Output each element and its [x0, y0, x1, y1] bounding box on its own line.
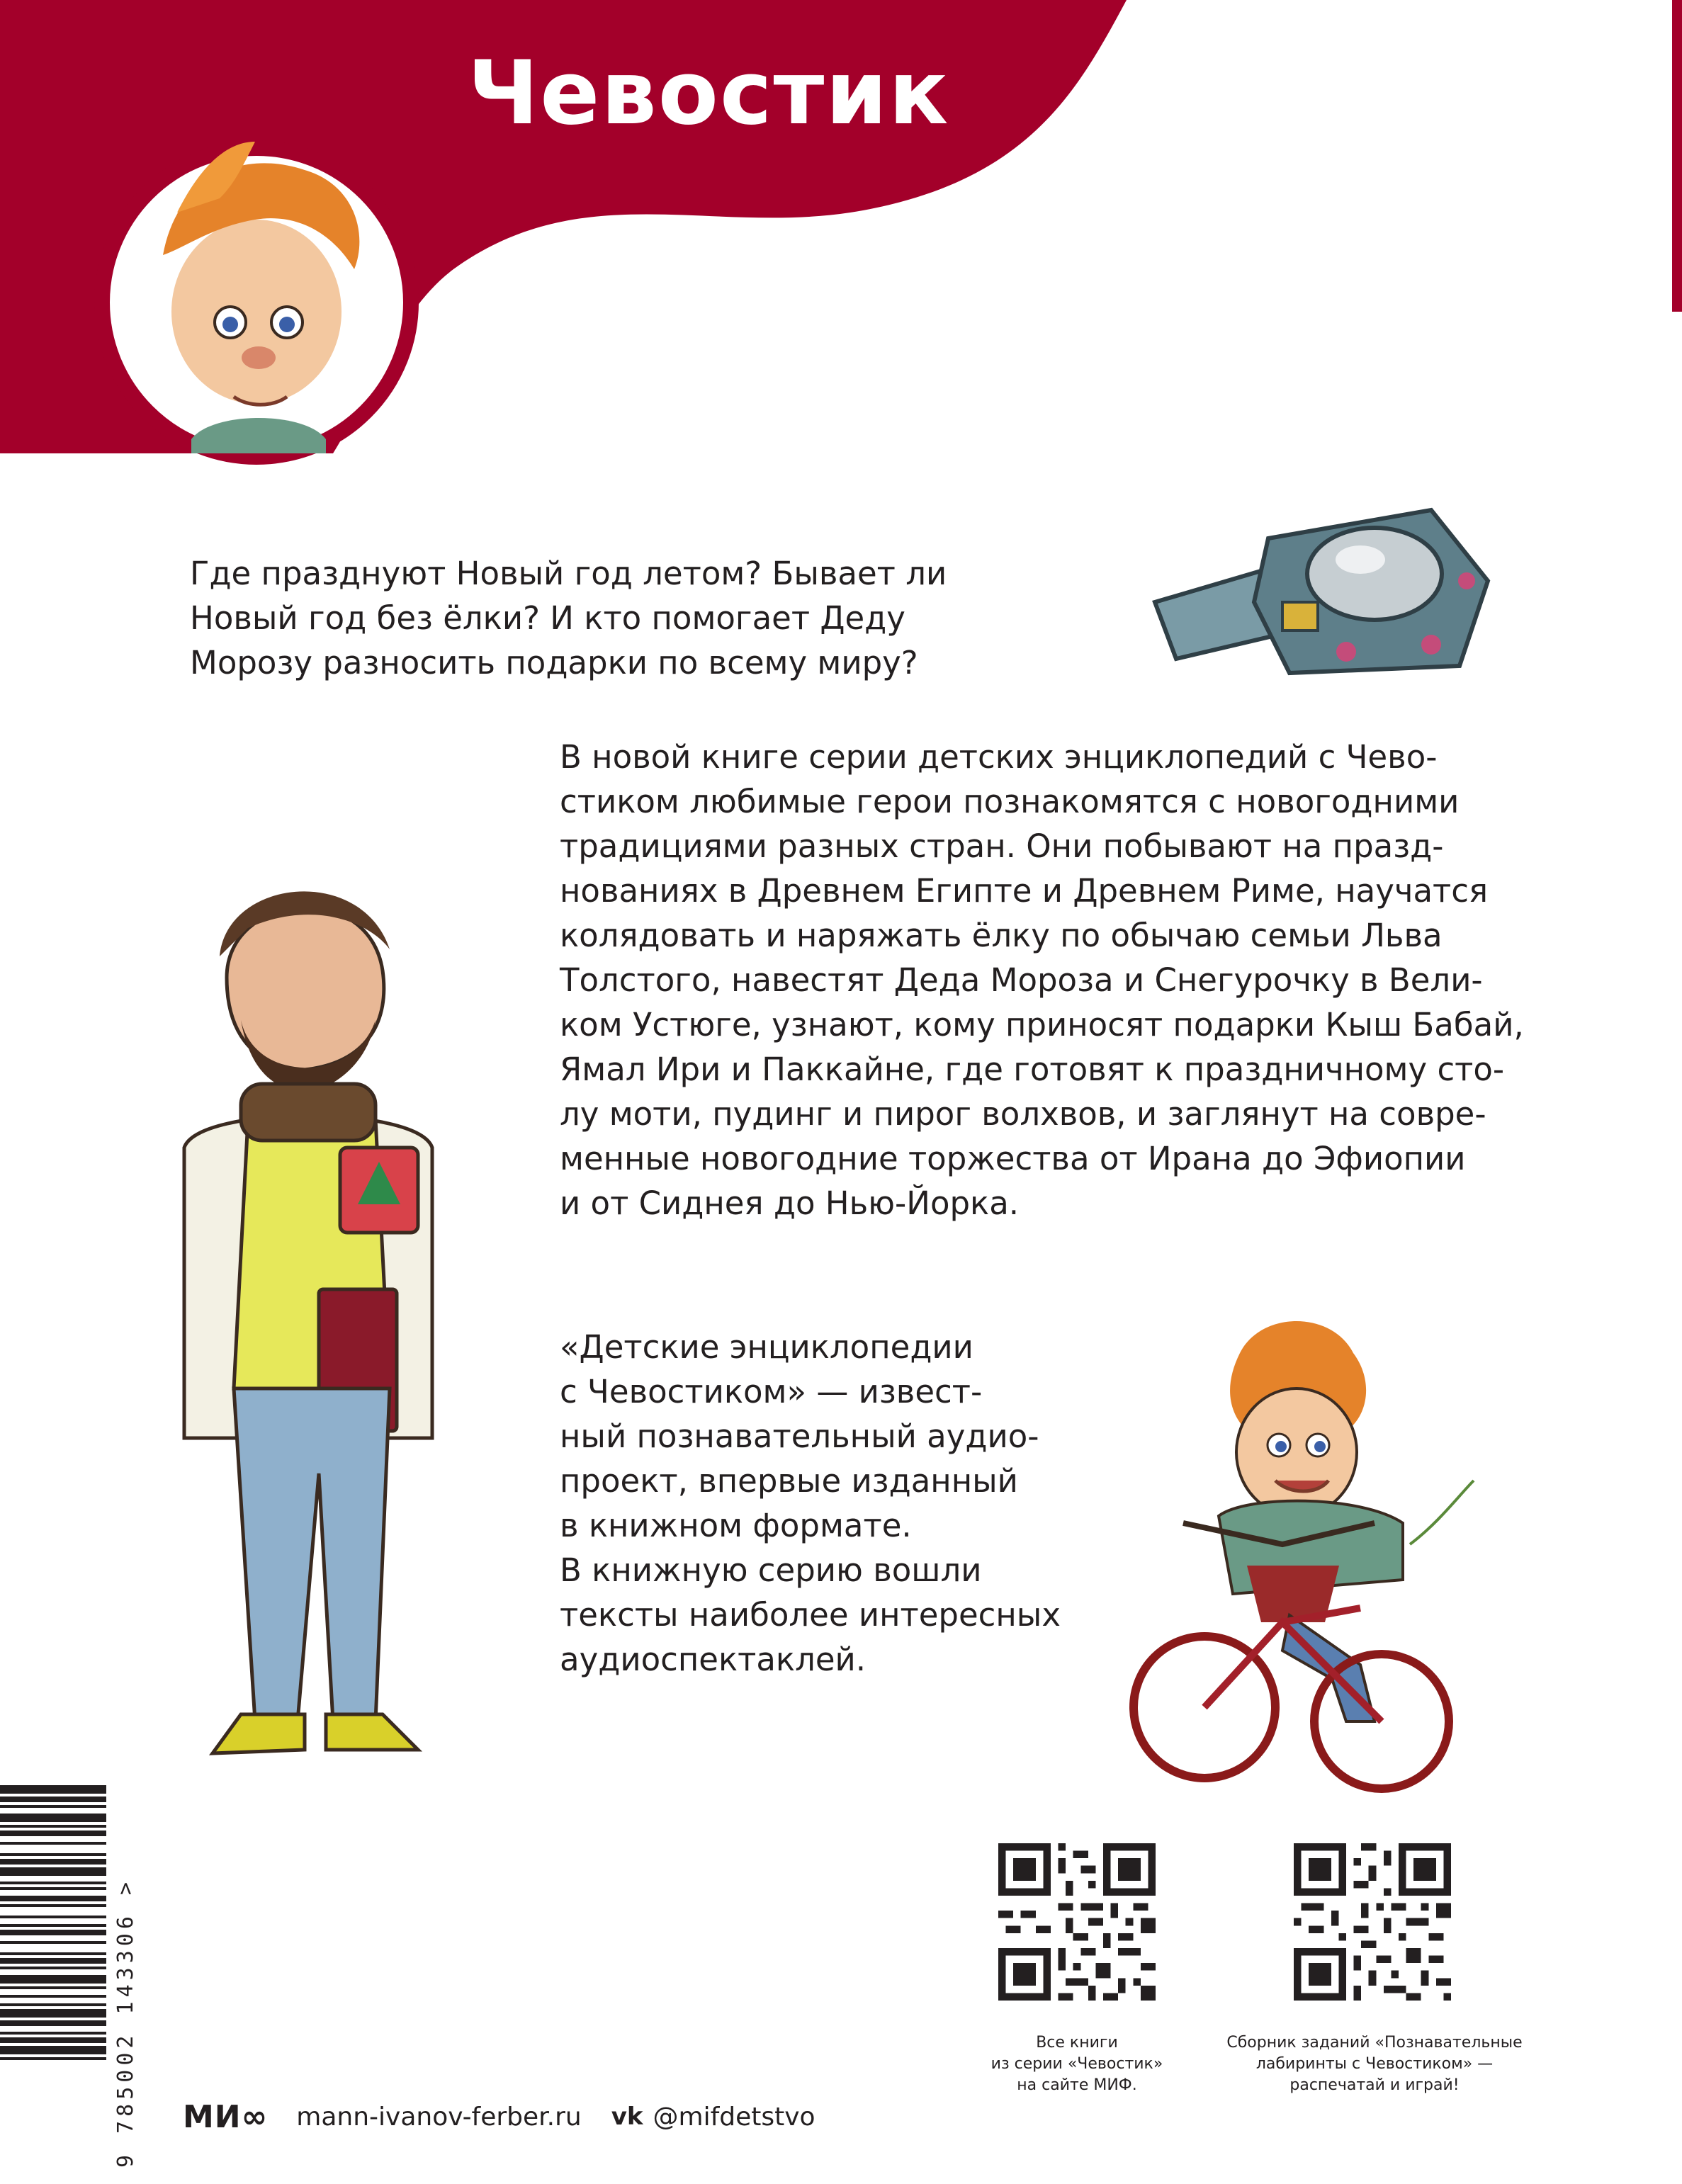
- intro-line: Новый год без ёлки? И кто помогает Деду: [190, 599, 905, 637]
- website-link[interactable]: mann-ivanov-ferber.ru: [296, 2102, 582, 2132]
- description-line: колядовать и наряжать ёлку по обычаю семьи Льва: [560, 917, 1443, 954]
- description-line: ком Устюге, узнают, кому приносят подарки Кыш Бабай,: [560, 1006, 1524, 1043]
- caption-line: Все книги: [1036, 2034, 1118, 2052]
- vk-icon: vk: [611, 2103, 643, 2131]
- caption-line: из серии «Чевостик»: [990, 2055, 1163, 2073]
- series-note-line: тексты наиболее интересных: [560, 1596, 1061, 1634]
- caption-line: Сборник заданий «Познавательные: [1226, 2034, 1523, 2052]
- description-line: Ямал Ири и Паккайне, где готовят к праздничному сто-: [560, 1051, 1505, 1088]
- series-note-line: В книжную серию вошли: [560, 1551, 982, 1589]
- series-note-line: с Чевостиком» — извест-: [560, 1373, 983, 1410]
- time-machine-gadget-illustration: [1134, 482, 1502, 694]
- series-note-line: проект, впервые изданный: [560, 1462, 1018, 1500]
- description-line: менные новогодние торжества от Ирана до Эфиопии: [560, 1140, 1466, 1177]
- intro-line: Где празднуют Новый год летом? Бывает ли: [190, 555, 947, 592]
- series-note-line: аудиоспектаклей.: [560, 1641, 867, 1678]
- chevostik-bicycle-illustration: [1105, 1311, 1488, 1806]
- qr-caption-printable-mazes: [1197, 2032, 1552, 2096]
- qr-code-series-books[interactable]: [998, 1843, 1156, 2001]
- book-title: Чевостик: [468, 43, 950, 145]
- description-line: нованиях в Древнем Египте и Древнем Риме, научатся: [560, 872, 1489, 910]
- series-note-line: ный познавательный аудио-: [560, 1418, 1039, 1455]
- caption-line: лабиринты с Чевостиком» —: [1255, 2055, 1494, 2073]
- series-note-paragraph: [560, 1325, 1061, 1682]
- series-note-line: «Детские энциклопедии: [560, 1328, 973, 1366]
- footer: [183, 2095, 815, 2138]
- qr-code-printable-mazes[interactable]: [1294, 1843, 1451, 2001]
- description-line: традициями разных стран. Они побывают на празд-: [560, 827, 1444, 865]
- description-line: лу моти, пудинг и пирог волхвов, и заглянут на совре-: [560, 1095, 1486, 1133]
- intro-paragraph: [190, 551, 947, 685]
- description-line: и от Сиднея до Нью-Йорка.: [560, 1184, 1020, 1222]
- description-line: стиком любимые герои познакомятся с новогодними: [560, 783, 1460, 820]
- intro-line: Морозу разносить подарки по всему миру?: [190, 644, 918, 681]
- series-note-line: в книжном формате.: [560, 1507, 912, 1544]
- isbn-digits: 9 785002 143306 >: [113, 1877, 138, 2168]
- social-handle[interactable]: @mifdetstvo: [653, 2102, 815, 2132]
- qr-caption-series-books: [949, 2032, 1204, 2096]
- publisher-logo: МИ∞: [183, 2098, 269, 2135]
- caption-line: распечатай и играй!: [1289, 2076, 1460, 2094]
- description-line: Толстого, навестят Деда Мороза и Снегурочку в Вели-: [560, 961, 1483, 999]
- professor-character-illustration: [135, 850, 489, 1778]
- right-edge-accent: [1672, 0, 1682, 312]
- description-line: В новой книге серии детских энциклопедий с Чево-: [560, 738, 1438, 776]
- description-paragraph: [560, 735, 1524, 1226]
- caption-line: на сайте МИФ.: [1017, 2076, 1137, 2094]
